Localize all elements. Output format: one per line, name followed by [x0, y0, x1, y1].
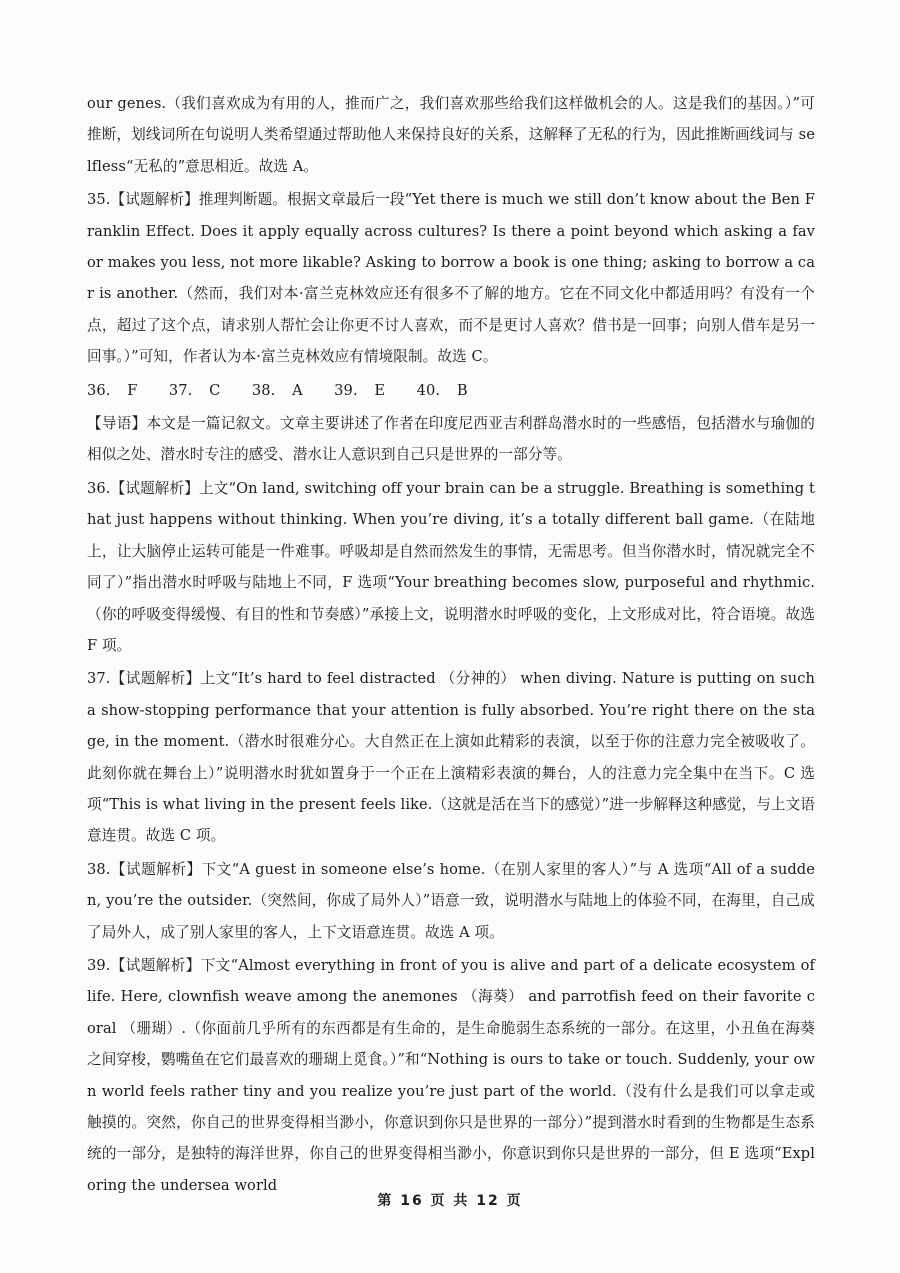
page-footer: 第 16 页 共 12 页 — [377, 1193, 523, 1209]
paragraph-36-analysis: 36.【试题解析】上文“On land, switching off your brain can be a struggle. Breathing is something that just happens without thinking. When you’re diving, it’s a totally different ball game.（在陆地上，让大脑停止运转可能是一件难事。呼吸却是自然而然发生的事情，无需思考。但当你潜水时，情况就完全不同了）”指出潜水时呼吸与陆地上不同，F 选项“Your breathing becomes slow, purposeful and rhythmic.（你的呼吸变得缓慢、有目的性和节奏感）”承接上文，说明潜水时呼吸的变化，上文形成对比，符合语境。故选 F 项。 — [87, 479, 815, 654]
document-body — [87, 88, 815, 1203]
paragraph-34-continued: our genes.（我们喜欢成为有用的人，推而广之，我们喜欢那些给我们这样做机会的人。这是我们的基因。）”可推断，划线词所在句说明人类希望通过帮助他人来保持良好的关系，这解释了无私的行为，因此推断画线词与 selfless“无私的”意思相近。故选 A。 — [87, 95, 815, 175]
paragraph-37-analysis: 37.【试题解析】上文“It’s hard to feel distracted （分神的） when diving. Nature is putting on such a show-stopping performance that your attention is fully absorbed. You’re right there on the stage, in the moment.（潜水时很难分心。大自然正在上演如此精彩的表演，以至于你的注意力完全被吸收了。此刻你就在舞台上）”说明潜水时犹如置身于一个正在上演精彩表演的舞台，人的注意力完全集中在当下。C 选项“This is what living in the present feels like.（这就是活在当下的感觉）”进一步解释这种感觉，与上文语意连贯。故选 C 项。 — [87, 670, 815, 845]
answer-key-36-40: 36. F 37. C 38. A 39. E 40. B — [87, 381, 468, 399]
paragraph-introduction: 【导语】本文是一篇记叙文。文章主要讲述了作者在印度尼西亚吉利群岛潜水时的一些感悟，包括潜水与瑜伽的相似之处、潜水时专注的感受、潜水让人意识到自己只是世界的一部分等。 — [87, 415, 815, 464]
paragraph-38-analysis: 38.【试题解析】下文“A guest in someone else’s home.（在别人家里的客人）”与 A 选项“All of a sudden, you’re the outsider.（突然间，你成了局外人）”语意一致，说明潜水与陆地上的体验不同，在海里，自己成了局外人，成了别人家里的客人，上下文语意连贯。故选 A 项。 — [87, 860, 815, 941]
paragraph-35-analysis: 35.【试题解析】推理判断题。根据文章最后一段“Yet there is much we still don’t know about the Ben Franklin Effect. Does it apply equally across cultures? Is there a point beyond which asking a favor makes you less, not more likable? Asking to borrow a book is one thing; asking to borrow a car is another.（然而，我们对本·富兰克林效应还有很多不了解的地方。它在不同文化中都适用吗？有没有一个点，超过了这个点，请求别人帮忙会让你更不讨人喜欢，而不是更讨人喜欢？借书是一回事；向别人借车是另一回事。）”可知，作者认为本·富兰克林效应有情境限制。故选 C。 — [87, 191, 815, 366]
paragraph-39-analysis: 39.【试题解析】下文“Almost everything in front of you is alive and part of a delicate ecosystem of life. Here, clownfish weave among the anemones （海葵） and parrotfish feed on their favorite coral （珊瑚）.（你面前几乎所有的东西都是有生命的，是生命脆弱生态系统的一部分。在这里，小丑鱼在海葵之间穿梭，鹦嘴鱼在它们最喜欢的珊瑚上觅食。）”和“Nothing is ours to take or touch. Suddenly, your own world feels rather tiny and you realize you’re just part of the world.（没有什么是我们可以拿走或触摸的。突然，你自己的世界变得相当渺小，你意识到你只是世界的一部分）”提到潜水时看到的生物都是生态系统的一部分，是独特的海洋世界，你自己的世界变得相当渺小，你意识到你只是世界的一部分，但 E 选项“Exploring the undersea world — [87, 956, 815, 1194]
